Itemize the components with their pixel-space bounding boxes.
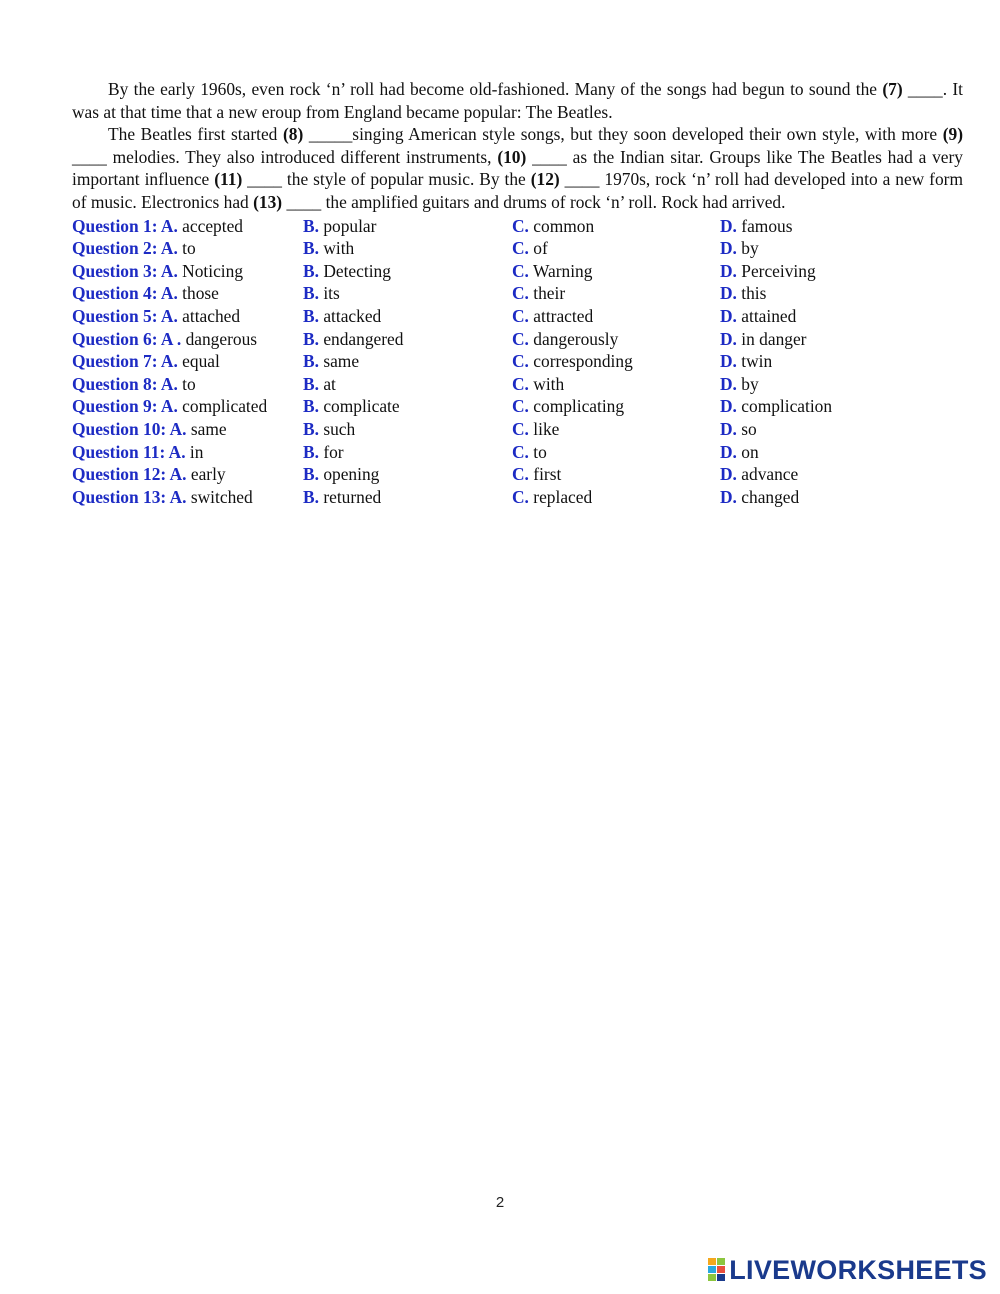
liveworksheets-logo-icon — [708, 1258, 726, 1282]
option-text: Warning — [532, 260, 593, 281]
option-text: its — [323, 283, 340, 304]
option-letter: B. — [303, 418, 319, 439]
option-b[interactable] — [303, 395, 400, 418]
passage-text: ____. It was at that time that a new eroup from England became popular: The Beatles. — [72, 79, 963, 122]
option-text: common — [533, 215, 595, 236]
option-a[interactable] — [72, 282, 219, 305]
question-row — [72, 328, 963, 351]
option-b[interactable] — [303, 418, 355, 441]
option-b[interactable] — [303, 350, 359, 373]
option-text: returned — [323, 486, 382, 507]
question-row — [72, 237, 963, 260]
option-d[interactable] — [720, 463, 798, 486]
question-row — [72, 486, 963, 509]
option-b[interactable] — [303, 373, 336, 396]
option-letter: C. — [512, 305, 529, 326]
option-text: early — [190, 464, 226, 485]
option-letter: D. — [720, 441, 737, 462]
option-c[interactable] — [512, 418, 559, 441]
option-letter: C. — [512, 215, 529, 236]
option-c[interactable] — [512, 441, 547, 464]
blank-number-11: (11) — [214, 169, 243, 190]
option-c[interactable] — [512, 215, 594, 238]
option-letter: B. — [303, 486, 319, 507]
option-text: popular — [323, 215, 377, 236]
option-c[interactable] — [512, 328, 618, 351]
option-c[interactable] — [512, 282, 565, 305]
option-b[interactable] — [303, 463, 379, 486]
passage-paragraph-1 — [72, 78, 963, 123]
option-text: attracted — [533, 305, 594, 326]
question-list — [72, 215, 963, 509]
option-text: same — [323, 351, 360, 372]
option-text: at — [323, 373, 336, 394]
option-c[interactable] — [512, 373, 564, 396]
option-letter: B. — [303, 441, 319, 462]
option-text: complicate — [323, 396, 400, 417]
question-row — [72, 282, 963, 305]
option-text: with — [323, 238, 355, 259]
option-d[interactable] — [720, 305, 796, 328]
option-text: first — [533, 464, 562, 485]
question-label: Question 6: A . — [72, 328, 182, 349]
question-label: Question 1: A. — [72, 215, 178, 236]
option-a[interactable] — [72, 463, 226, 486]
option-d[interactable] — [720, 441, 759, 464]
option-letter: B. — [303, 305, 319, 326]
option-text: attacked — [323, 305, 382, 326]
option-a[interactable] — [72, 237, 196, 260]
option-letter: C. — [512, 351, 529, 372]
blank-number-12: (12) — [530, 169, 560, 190]
option-text: their — [533, 283, 566, 304]
passage-paragraph-2 — [72, 123, 963, 213]
option-letter: D. — [720, 418, 737, 439]
question-row — [72, 373, 963, 396]
option-text: accepted — [182, 215, 243, 236]
blank-number-7: (7) — [882, 79, 903, 99]
option-text: famous — [741, 215, 793, 236]
question-row — [72, 215, 963, 238]
option-d[interactable] — [720, 260, 816, 283]
passage-text: ____ as the Indian sitar. Groups like The Beatles had a very important influence — [72, 146, 963, 190]
option-letter: C. — [512, 464, 529, 485]
option-letter: D. — [720, 305, 737, 326]
option-d[interactable] — [720, 395, 832, 418]
option-text: Noticing — [182, 260, 244, 281]
question-label: Question 8: A. — [72, 373, 178, 394]
option-letter: D. — [720, 260, 737, 281]
option-text: by — [741, 238, 759, 259]
option-a[interactable] — [72, 350, 220, 373]
blank-number-13: (13) — [253, 191, 283, 212]
option-d[interactable] — [720, 328, 806, 351]
option-text: switched — [190, 486, 253, 507]
option-c[interactable] — [512, 237, 548, 260]
option-text: dangerously — [533, 328, 619, 349]
question-row — [72, 395, 963, 418]
option-a[interactable] — [72, 373, 196, 396]
blank-number-9: (9) — [942, 124, 963, 145]
option-a[interactable] — [72, 260, 243, 283]
option-letter: C. — [512, 328, 529, 349]
question-row — [72, 305, 963, 328]
option-b[interactable] — [303, 328, 403, 351]
option-letter: B. — [303, 396, 319, 417]
option-text: on — [741, 441, 759, 462]
option-a[interactable] — [72, 441, 203, 464]
passage-text: ____ 1970s, rock ‘n’ roll had developed into a new form of music. Electronics had — [72, 169, 963, 212]
option-letter: C. — [512, 373, 529, 394]
option-text: this — [741, 283, 767, 304]
option-c[interactable] — [512, 350, 633, 373]
option-c[interactable] — [512, 395, 624, 418]
option-text: Detecting — [323, 260, 391, 281]
option-b[interactable] — [303, 305, 381, 328]
liveworksheets-logo — [708, 1255, 987, 1285]
question-label: Question 2: A. — [72, 238, 178, 259]
option-text: those — [182, 283, 219, 304]
option-letter: D. — [720, 351, 737, 372]
option-letter: D. — [720, 215, 737, 236]
question-row — [72, 441, 963, 464]
option-letter: B. — [303, 328, 319, 349]
option-letter: D. — [720, 464, 737, 485]
option-a[interactable] — [72, 395, 267, 418]
passage-text: ____ melodies. They also introduced different instruments, — [72, 146, 498, 167]
option-text: endangered — [323, 328, 404, 349]
option-text: so — [741, 418, 757, 439]
option-b[interactable] — [303, 237, 354, 260]
option-text: complication — [741, 396, 833, 417]
option-letter: C. — [512, 396, 529, 417]
passage-text: The Beatles first started — [108, 124, 283, 145]
option-text: in danger — [741, 328, 807, 349]
option-d[interactable] — [720, 215, 792, 238]
option-d[interactable] — [720, 282, 766, 305]
option-text: opening — [323, 464, 380, 485]
option-letter: D. — [720, 328, 737, 349]
option-text: with — [533, 373, 565, 394]
option-letter: D. — [720, 238, 737, 259]
option-c[interactable] — [512, 463, 561, 486]
option-text: same — [190, 418, 227, 439]
option-text: Perceiving — [741, 260, 816, 281]
option-text: in — [189, 441, 204, 462]
passage-text: _____singing American style songs, but they soon developed their own style, with more — [303, 124, 943, 145]
option-d[interactable] — [720, 373, 759, 396]
option-text: complicating — [533, 396, 625, 417]
option-a[interactable] — [72, 215, 243, 238]
question-label: Question 9: A. — [72, 396, 178, 417]
option-letter: D. — [720, 396, 737, 417]
option-b[interactable] — [303, 260, 391, 283]
option-text: twin — [741, 351, 773, 372]
option-text: equal — [182, 351, 220, 372]
option-c[interactable] — [512, 486, 592, 509]
option-d[interactable] — [720, 350, 772, 373]
option-letter: D. — [720, 373, 737, 394]
option-d[interactable] — [720, 418, 757, 441]
question-label: Question 13: A. — [72, 486, 187, 507]
option-text: dangerous — [185, 328, 258, 349]
option-b[interactable] — [303, 215, 376, 238]
option-letter: C. — [512, 418, 529, 439]
option-letter: B. — [303, 238, 319, 259]
option-text: corresponding — [533, 351, 633, 372]
option-text: attained — [741, 305, 797, 326]
question-label: Question 5: A. — [72, 305, 178, 326]
option-letter: D. — [720, 486, 737, 507]
option-text: advance — [741, 464, 799, 485]
option-c[interactable] — [512, 260, 592, 283]
option-text: to — [533, 441, 547, 462]
question-label: Question 12: A. — [72, 464, 187, 485]
option-letter: C. — [512, 441, 529, 462]
question-label: Question 7: A. — [72, 351, 178, 372]
question-row — [72, 260, 963, 283]
option-b[interactable] — [303, 441, 344, 464]
question-label: Question 10: A. — [72, 418, 187, 439]
option-letter: B. — [303, 215, 319, 236]
option-d[interactable] — [720, 237, 759, 260]
option-text: attached — [182, 305, 241, 326]
question-row — [72, 418, 963, 441]
option-letter: B. — [303, 464, 319, 485]
option-a[interactable] — [72, 328, 257, 351]
option-letter: B. — [303, 283, 319, 304]
option-letter: C. — [512, 260, 529, 281]
page-number: 2 — [495, 1194, 505, 1211]
option-text: of — [533, 238, 548, 259]
option-b[interactable] — [303, 282, 340, 305]
option-text: for — [323, 441, 344, 462]
option-letter: B. — [303, 260, 319, 281]
blank-number-10: (10) — [497, 146, 527, 167]
option-a[interactable] — [72, 486, 253, 509]
option-a[interactable] — [72, 418, 227, 441]
passage-text: ____ the style of popular music. By the — [242, 169, 531, 190]
option-text: such — [323, 418, 356, 439]
question-label: Question 3: A. — [72, 260, 178, 281]
worksheet-page — [72, 78, 963, 508]
option-text: like — [533, 418, 560, 439]
question-label: Question 4: A. — [72, 283, 178, 304]
question-label: Question 11: A. — [72, 441, 186, 462]
question-row — [72, 350, 963, 373]
passage-text: ____ the amplified guitars and drums of rock ‘n’ roll. Rock had arrived. — [282, 191, 786, 212]
option-text: changed — [741, 486, 800, 507]
option-d[interactable] — [720, 486, 799, 509]
option-letter: C. — [512, 238, 529, 259]
option-b[interactable] — [303, 486, 381, 509]
option-text: to — [182, 373, 196, 394]
option-letter: B. — [303, 351, 319, 372]
question-row — [72, 463, 963, 486]
blank-number-8: (8) — [282, 124, 304, 145]
option-text: to — [182, 238, 196, 259]
option-text: replaced — [533, 486, 593, 507]
option-text: complicated — [182, 396, 268, 417]
option-letter: C. — [512, 283, 529, 304]
option-letter: B. — [303, 373, 319, 394]
option-c[interactable] — [512, 305, 593, 328]
option-a[interactable] — [72, 305, 240, 328]
option-letter: D. — [720, 283, 737, 304]
option-letter: C. — [512, 486, 529, 507]
passage-text: By the early 1960s, even rock ‘n’ roll had become old-fashioned. Many of the songs had begun to sound the — [108, 79, 883, 99]
option-text: by — [741, 373, 759, 394]
liveworksheets-wordmark: LIVEWORKSHEETS — [729, 1254, 987, 1285]
